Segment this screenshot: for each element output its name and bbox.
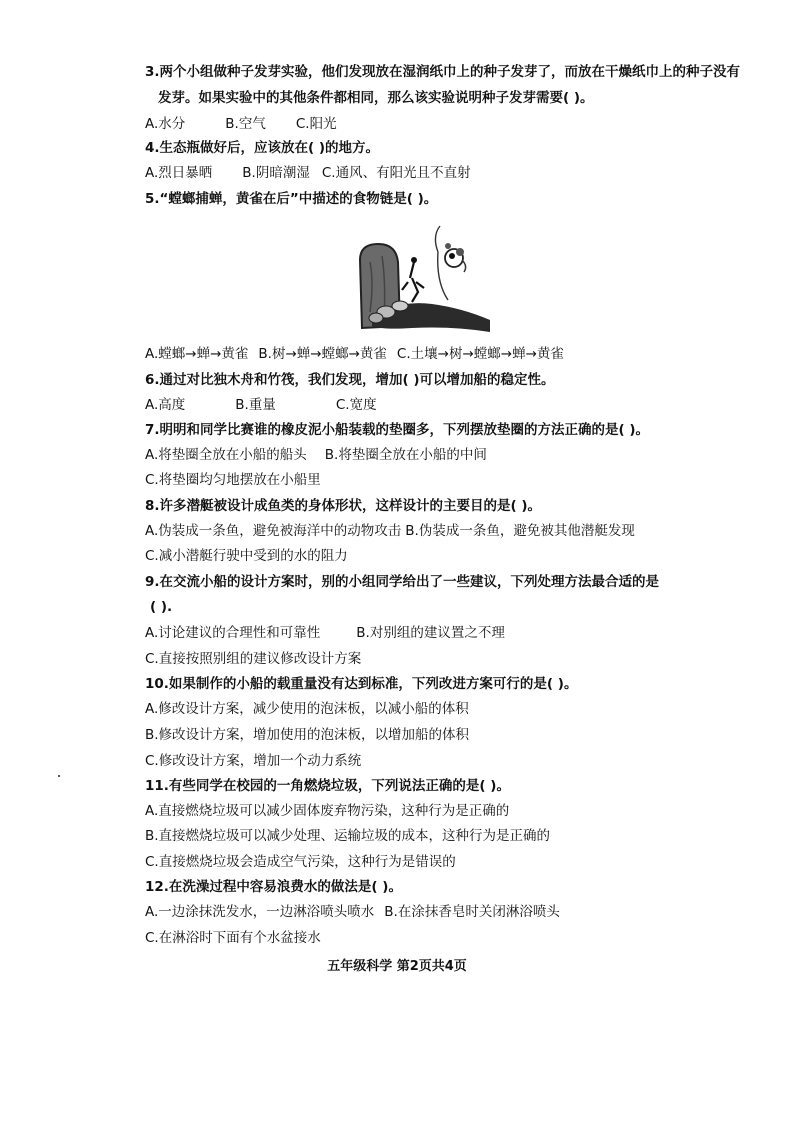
question-9-option-c: C.直接按照别组的建议修改设计方案 [145, 651, 362, 667]
option-b: B.伪装成一条鱼，避免被其他潜艇发现 [405, 523, 635, 539]
question-12-option-c: C.在淋浴时下面有个水盆接水 [145, 930, 321, 946]
question-7-stem: 7.明明和同学比赛谁的橡皮泥小船装载的垫圈多，下列摆放垫圈的方法正确的是( )。 [145, 422, 650, 438]
option-a: A.水分 [145, 116, 186, 132]
option-a: A.讨论建议的合理性和可靠性 [145, 625, 321, 641]
option-b: B.空气 [225, 116, 266, 132]
question-8-options-ab [145, 522, 635, 540]
question-8-option-c: C.减小潜艇行驶中受到的水的阻力 [145, 548, 348, 564]
question-3-stem: 3.两个小组做种子发芽实验，他们发现放在湿润纸巾上的种子发芽了，而放在干燥纸巾上的种子没有 [145, 64, 741, 80]
question-11-option-b: B.直接燃烧垃圾可以减少处理、运输垃圾的成本，这种行为是正确的 [145, 828, 551, 844]
option-a: A.一边涂抹洗发水，一边淋浴喷头喷水 [145, 904, 375, 920]
question-3-options [145, 115, 337, 133]
question-8-stem: 8.许多潜艇被设计成鱼类的身体形状，这样设计的主要目的是( )。 [145, 498, 542, 514]
question-10-option-b: B.修改设计方案，增加使用的泡沫板，以增加船的体积 [145, 727, 470, 743]
option-b: B.阴暗潮湿 [242, 165, 310, 181]
question-6-options [145, 396, 377, 414]
question-7-option-c: C.将垫圈均匀地摆放在小船里 [145, 472, 321, 488]
question-12-options-ab [145, 903, 560, 921]
question-5-stem: 5.“螳螂捕蝉，黄雀在后”中描述的食物链是( )。 [145, 191, 438, 207]
option-a: A.烈日暴晒 [145, 165, 213, 181]
question-12-stem: 12.在洗澡过程中容易浪费水的做法是( )。 [145, 879, 402, 895]
option-b: B.重量 [235, 397, 276, 413]
question-4-options [145, 164, 471, 182]
question-5-options [145, 345, 564, 363]
question-10-option-a: A.修改设计方案，减少使用的泡沫板，以减小船的体积 [145, 701, 469, 717]
option-a: A.高度 [145, 397, 186, 413]
question-6-stem: 6.通过对比独木舟和竹筏，我们发现，增加( )可以增加船的稳定性。 [145, 372, 555, 388]
mantis-shape [402, 262, 424, 302]
question-3-stem-cont: 发芽。如果实验中的其他条件都相同，那么该实验说明种子发芽需要( )。 [158, 90, 594, 106]
option-c: C.阳光 [295, 116, 337, 132]
question-9-options-ab [145, 624, 505, 642]
option-a: A.伪装成一条鱼，避免被海洋中的动物攻击 [145, 523, 402, 539]
question-11-option-c: C.直接燃烧垃圾会造成空气污染，这种行为是错误的 [145, 854, 456, 870]
option-b: B.树→蝉→螳螂→黄雀 [258, 346, 387, 362]
question-4-stem: 4.生态瓶做好后，应该放在( )的地方。 [145, 140, 380, 156]
question-9-stem-cont: ( ). [150, 599, 173, 615]
option-b: B.在涂抹香皂时关闭淋浴喷头 [384, 904, 560, 920]
question-10-stem: 10.如果制作的小船的载重量没有达到标准，下列改进方案可行的是( )。 [145, 676, 578, 692]
option-c: C.土壤→树→螳螂→蝉→黄雀 [396, 346, 564, 362]
question-11-option-a: A.直接燃烧垃圾可以减少固体废弃物污染，这种行为是正确的 [145, 803, 510, 819]
scan-speck [58, 775, 60, 777]
option-a: A.将垫圈全放在小船的船头 [145, 447, 307, 463]
question-10-option-c: C.修改设计方案，增加一个动力系统 [145, 753, 362, 769]
mantis-cicada-oriole-illustration [352, 222, 492, 342]
page-footer: 五年级科学 第2页共4页 [327, 959, 467, 974]
option-b: B.将垫圈全放在小船的中间 [324, 447, 487, 463]
option-c: C.通风、有阳光且不直射 [321, 165, 471, 181]
option-b: B.对别组的建议置之不理 [356, 625, 505, 641]
option-c: C.宽度 [335, 397, 377, 413]
option-a: A.螳螂→蝉→黄雀 [145, 346, 249, 362]
question-11-stem: 11.有些同学在校园的一角燃烧垃圾，下列说法正确的是( )。 [145, 778, 510, 794]
question-9-stem: 9.在交流小船的设计方案时，别的小组同学给出了一些建议，下列处理方法最合适的是 [145, 574, 660, 590]
question-7-options-ab [145, 446, 487, 464]
